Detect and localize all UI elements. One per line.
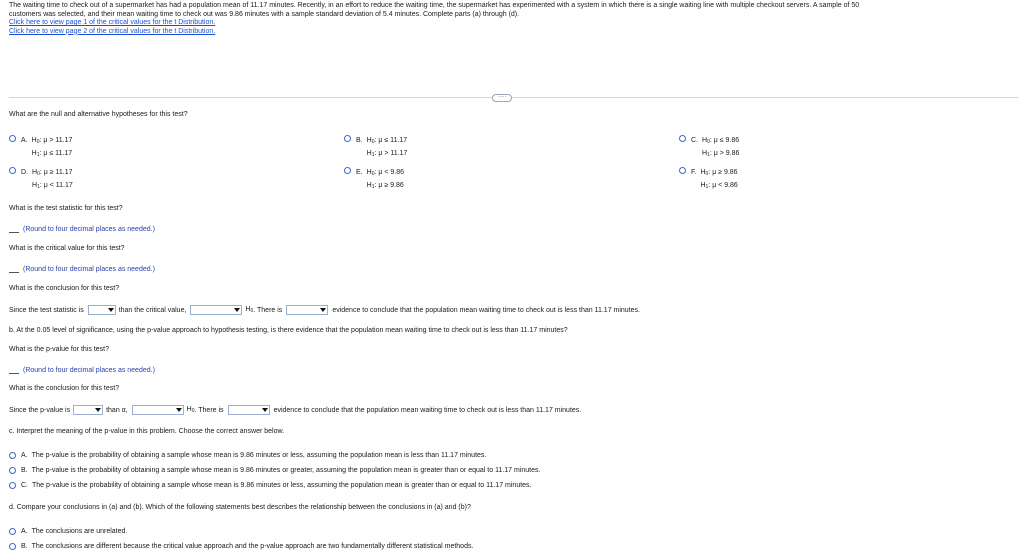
interpretation-option-b[interactable] [9,467,540,474]
h0-text: μ ≥ 11.17 [43,169,73,176]
radio-button[interactable] [679,167,686,174]
hypothesis-option-a[interactable]: A. $H_0$: μ > 11.17 $H_1$: μ ≤ 11.17 [9,135,72,161]
h0-text: μ > 11.17 [43,137,73,144]
section-divider [9,97,1018,98]
reject-decision-dropdown[interactable] [190,305,242,315]
conclusion-text: . There is [253,306,283,314]
test-statistic-question: What is the test statistic for this test? [9,205,123,212]
h0-text: μ ≥ 9.86 [712,169,738,176]
h1-text: μ > 11.17 [378,150,408,157]
radio-button[interactable] [679,135,686,142]
test-statistic-input[interactable] [9,225,19,233]
comparison-dropdown[interactable] [88,305,116,315]
p-value-question: What is the p-value for this test? [9,346,109,353]
problem-statement [9,2,859,36]
conclusion-text: Since the test statistic is [9,306,84,314]
test-statistic-answer [9,225,155,233]
conclusion-question-a: What is the conclusion for this test? [9,285,120,292]
problem-text-line-2: customers was selected, and their mean waiting time to check out was 9.86 minutes with a sample standard deviation of 5.4 minutes. Complete parts (a) through (d). [9,10,520,18]
dropdown-arrow-icon [95,408,101,412]
option-letter: A. [21,528,28,535]
h0-text: μ ≤ 9.86 [713,137,740,144]
expand-more-button[interactable]: ····· [492,94,512,102]
t-table-page-1-link[interactable]: Click here to view page 1 of the critical values for the t Distribution. [9,19,216,27]
reject-decision-dropdown-b[interactable] [132,405,184,415]
option-letter: E. [356,169,363,176]
dropdown-arrow-icon [176,408,182,412]
option-letter: C. [691,137,698,144]
h1-text: μ < 9.86 [712,182,738,189]
hypothesis-option-c[interactable]: C. $H_0$: μ ≤ 9.86 $H_1$: μ > 9.86 [679,135,739,161]
option-letter: D. [21,169,28,176]
p-value-answer [9,366,155,374]
radio-button[interactable] [9,528,16,535]
hypothesis-option-f[interactable]: F. $H_0$: μ ≥ 9.86 $H_1$: μ < 9.86 [679,167,738,193]
option-letter: B. [21,543,28,550]
radio-button[interactable] [9,543,16,550]
dropdown-arrow-icon [320,308,326,312]
hypothesis-option-b[interactable]: B. $H_0$: μ ≤ 11.17 $H_1$: μ > 11.17 [344,135,407,161]
interpretation-option-c[interactable] [9,482,532,489]
h1-text: μ > 9.86 [713,150,740,157]
hypotheses-question: What are the null and alternative hypotheses for this test? [9,111,188,118]
evidence-dropdown[interactable] [286,305,328,315]
h1-text: μ ≥ 9.86 [378,182,404,189]
radio-button[interactable] [9,167,16,174]
option-text: The p-value is the probability of obtaining a sample whose mean is 9.86 minutes or less, assuming the population mean is greater than or equal to 11.17 minutes. [32,482,532,489]
option-letter: A. [21,137,28,144]
round-hint: (Round to four decimal places as needed.) [23,266,155,273]
relationship-option-a[interactable] [9,528,127,535]
conclusion-text: evidence to conclude that the population mean waiting time to check out is less than 11.17 minutes. [273,406,582,414]
hypothesis-option-e[interactable]: E. $H_0$: μ < 9.86 $H_1$: μ ≥ 9.86 [344,167,404,193]
hypothesis-option-d[interactable]: D. $H_0$: μ ≥ 11.17 $H_1$: μ < 11.17 [9,167,73,193]
critical-value-answer [9,265,155,273]
problem-text-line-1: The waiting time to check out of a supermarket has had a population mean of 11.17 minutes. Recently, in an effort to reduce the waiting time, the supermarket has experimented with a system in which there is a single waiting line with multiple checkout servers. A sample of 50 [9,2,860,9]
option-text: The p-value is the probability of obtaining a sample whose mean is 9.86 minutes or greater, assuming the population mean is greater than or equal to 11.17 minutes. [31,467,541,474]
option-text: The conclusions are unrelated. [31,528,128,535]
conclusion-sentence-a: Since the test statistic is than the critical value, $H_0$ . There is evidence to conclude that the population mean waiting time to check out is less than 11.17 minutes. [9,306,640,314]
radio-button[interactable] [9,467,16,474]
dropdown-arrow-icon [262,408,268,412]
round-hint: (Round to four decimal places as needed.) [23,367,155,374]
conclusion-text: . There is [194,406,224,414]
conclusion-text: evidence to conclude that the population mean waiting time to check out is less than 11.17 minutes. [332,306,640,314]
option-letter: C. [21,482,28,489]
conclusion-text: than α, [106,406,128,414]
critical-value-input[interactable] [9,265,19,273]
option-letter: B. [356,137,363,144]
conclusion-text: Since the p-value is [9,406,71,414]
dropdown-arrow-icon [234,308,240,312]
option-text: The p-value is the probability of obtaining a sample whose mean is 9.86 minutes or less, assuming the population mean is less than 11.17 minutes. [31,452,487,459]
part-d-question: d. Compare your conclusions in (a) and (b). Which of the following statements best describes the relationship between the conclusions in (a) and (b)? [9,504,471,511]
radio-button[interactable] [9,135,16,142]
radio-button[interactable] [344,167,351,174]
option-letter: A. [21,452,28,459]
h1-text: μ ≤ 11.17 [43,150,73,157]
dropdown-arrow-icon [108,308,114,312]
radio-button[interactable] [9,452,16,459]
p-value-input[interactable] [9,366,19,374]
h1-text: μ < 11.17 [43,182,73,189]
h0-text: μ < 9.86 [378,169,404,176]
p-value-comparison-dropdown[interactable] [73,405,103,415]
part-b-question: b. At the 0.05 level of significance, using the p-value approach to hypothesis testing, is there evidence that the population mean waiting time to check out is less than 11.17 minutes? [9,327,568,334]
radio-button[interactable] [344,135,351,142]
relationship-option-b[interactable] [9,543,473,550]
conclusion-question-b: What is the conclusion for this test? [9,385,120,392]
h0-text: μ ≤ 11.17 [378,137,408,144]
option-letter: F. [691,169,697,176]
round-hint: (Round to four decimal places as needed.) [23,226,155,233]
conclusion-text: than the critical value, [118,306,187,314]
conclusion-sentence-b: Since the p-value is than α, $H_0$ . There is evidence to conclude that the population mean waiting time to check out is less than 11.17 minutes. [9,406,582,414]
critical-value-question: What is the critical value for this test? [9,245,125,252]
option-text: The conclusions are different because the critical value approach and the p-value approach are two fundamentally different statistical methods. [31,543,474,550]
radio-button[interactable] [9,482,16,489]
interpretation-option-a[interactable] [9,452,486,459]
t-table-page-2-link[interactable]: Click here to view page 2 of the critical values for the t Distribution. [9,27,216,35]
part-c-question: c. Interpret the meaning of the p-value in this problem. Choose the correct answer below. [9,428,285,435]
option-letter: B. [21,467,28,474]
evidence-dropdown-b[interactable] [228,405,270,415]
